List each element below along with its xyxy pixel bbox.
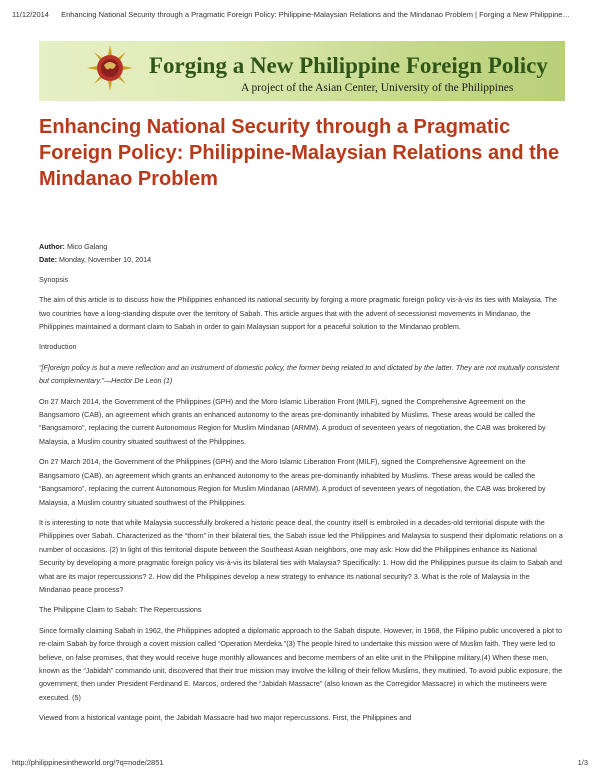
introduction-heading: Introduction — [39, 342, 77, 352]
author-name: Mico Galang — [66, 242, 108, 251]
print-date: 11/12/2014 — [12, 10, 49, 19]
print-page-title: Enhancing National Security through a Pragmatic Foreign Policy: Philippine-Malaysian Relations and the Mindanao Problem | Forging a New Philippine… — [61, 10, 570, 19]
page-number: 1/3 — [577, 758, 588, 767]
author-line — [39, 240, 563, 253]
body-paragraph-2: On 27 March 2014, the Government of the Philippines (GPH) and the Moro Islamic Liberation Front (MILF), signed the Comprehensive Agreement on the Bangsamoro (CAB), an agreement which grants an enhanced autonomy to the areas pre-dominantly inhabited by Muslims. These areas would be called the “Bangsamoro”, replacing the current Autonomous Region for Muslim Mindanao (ARMM). A product of seventeen years of negotiation, the CAB was brokered by Malaysia, a Muslim country situated southwest of the Philippines. — [39, 457, 546, 507]
site-subtitle: A project of the Asian Center, University of the Philippines — [241, 82, 514, 94]
article-meta — [39, 240, 563, 267]
body-paragraph-3: It is interesting to note that while Malaysia successfully brokered a historic peace deal, the country itself is embroiled in a decades-old territorial dispute with the Philippines over Sabah. Characterized as the “thorn” in their bilateral ties, the Sabah issue led the Philippines and Malaysia to suspend their diplomatic relations on a number of occasions. (2) In light of this territorial dispute between the Southeast Asian neighbors, one may ask: How did the Philippines enhance its National Security by developing a more pragmatic foreign policy vis-à-vis its bilateral ties with Malaysia? Specifically: 1. How did the Philippines pursue its claim to Sabah and what are its major repercussions? 2. How did the Philippines develop a new strategy to enhance its national security? 3. What is the role of Malaysia in the Mindanao peace process? — [39, 517, 563, 594]
body-paragraph-1: On 27 March 2014, the Government of the Philippines (GPH) and the Moro Islamic Liberation Front (MILF), signed the Comprehensive Agreement on the Bangsamoro (CAB), an agreement which grants an enhanced autonomy to the areas pre-dominantly inhabited by Muslims. These areas would be called the “Bangsamoro”, replacing the current Autonomous Region for Muslim Mindanao (ARMM). A product of seventeen years of negotiation, the CAB was brokered by Malaysia, a Muslim country situated southwest of the Philippines. — [39, 396, 546, 446]
page-url[interactable]: http://philippinesintheworld.org/?q=node/2851 — [12, 758, 164, 767]
print-footer — [12, 758, 588, 767]
print-header — [12, 10, 588, 19]
author-label: Author: — [39, 242, 65, 251]
sun-globe-logo-icon — [87, 45, 133, 91]
synopsis-heading: Synopsis — [39, 274, 69, 284]
body-paragraph-4: Since formally claiming Sabah in 1962, the Philippines adopted a diplomatic approach to the Sabah dispute. However, in 1968, the Filipino public uncovered a plot to re-claim Sabah by force through a covert mission called “Operation Merdeka.”(3) The people hired to undertake this mission were of Muslim faith. They were led to believe, on false promises, that they would receive huge monthly allowances and become members of an elite unit in the Philippine military.(4) When these men, known as the “Jabidah” commando unit, discovered that their true mission may involve the killing of their fellow Muslims, they mutinied. To avoid public exposure, the government, then under President Ferdinand E. Marcos, ordered the “Jabidah Massacre” (also known as the Corregidor Massacre) in which the mutineers were executed. (5) — [39, 625, 563, 702]
section-heading: The Philippine Claim to Sabah: The Repercussions — [39, 605, 202, 615]
site-title: Forging a New Philippine Foreign Policy — [149, 53, 548, 78]
quote-text: “[F]oreign policy is but a mere reflection and an instrument of domestic policy, the former being related to and dictated by the latter. They are not mutually consistent but complementary.”—Hector De Leon (1) — [39, 362, 560, 386]
article-title: Enhancing National Security through a Pragmatic Foreign Policy: Philippine-Malaysian Relations and the Mindanao Problem — [39, 116, 560, 190]
date-label: Date: — [39, 255, 57, 265]
article-date: Monday, November 10, 2014 — [58, 255, 152, 265]
article-body — [39, 240, 563, 732]
synopsis-paragraph: The aim of this article is to discuss how the Philippines enhanced its national security by forging a more pragmatic foreign policy vis-à-vis its ties with Malaysia. The two countries have a long-standing dispute over the territory of Sabah. This article argues that with the advent of secessionist movements in Mindanao, the Philippines maintained a dormant claim to Sabah in order to gain Malaysian support for a peaceful solution to the Mindanao problem. — [39, 295, 557, 332]
site-banner[interactable] — [39, 41, 565, 101]
epigraph-quote — [39, 361, 563, 388]
body-paragraph-5: Viewed from a historical vantage point, the Jabidah Massacre had two major repercussions. First, the Philippines and — [39, 713, 412, 723]
date-line — [39, 253, 563, 266]
